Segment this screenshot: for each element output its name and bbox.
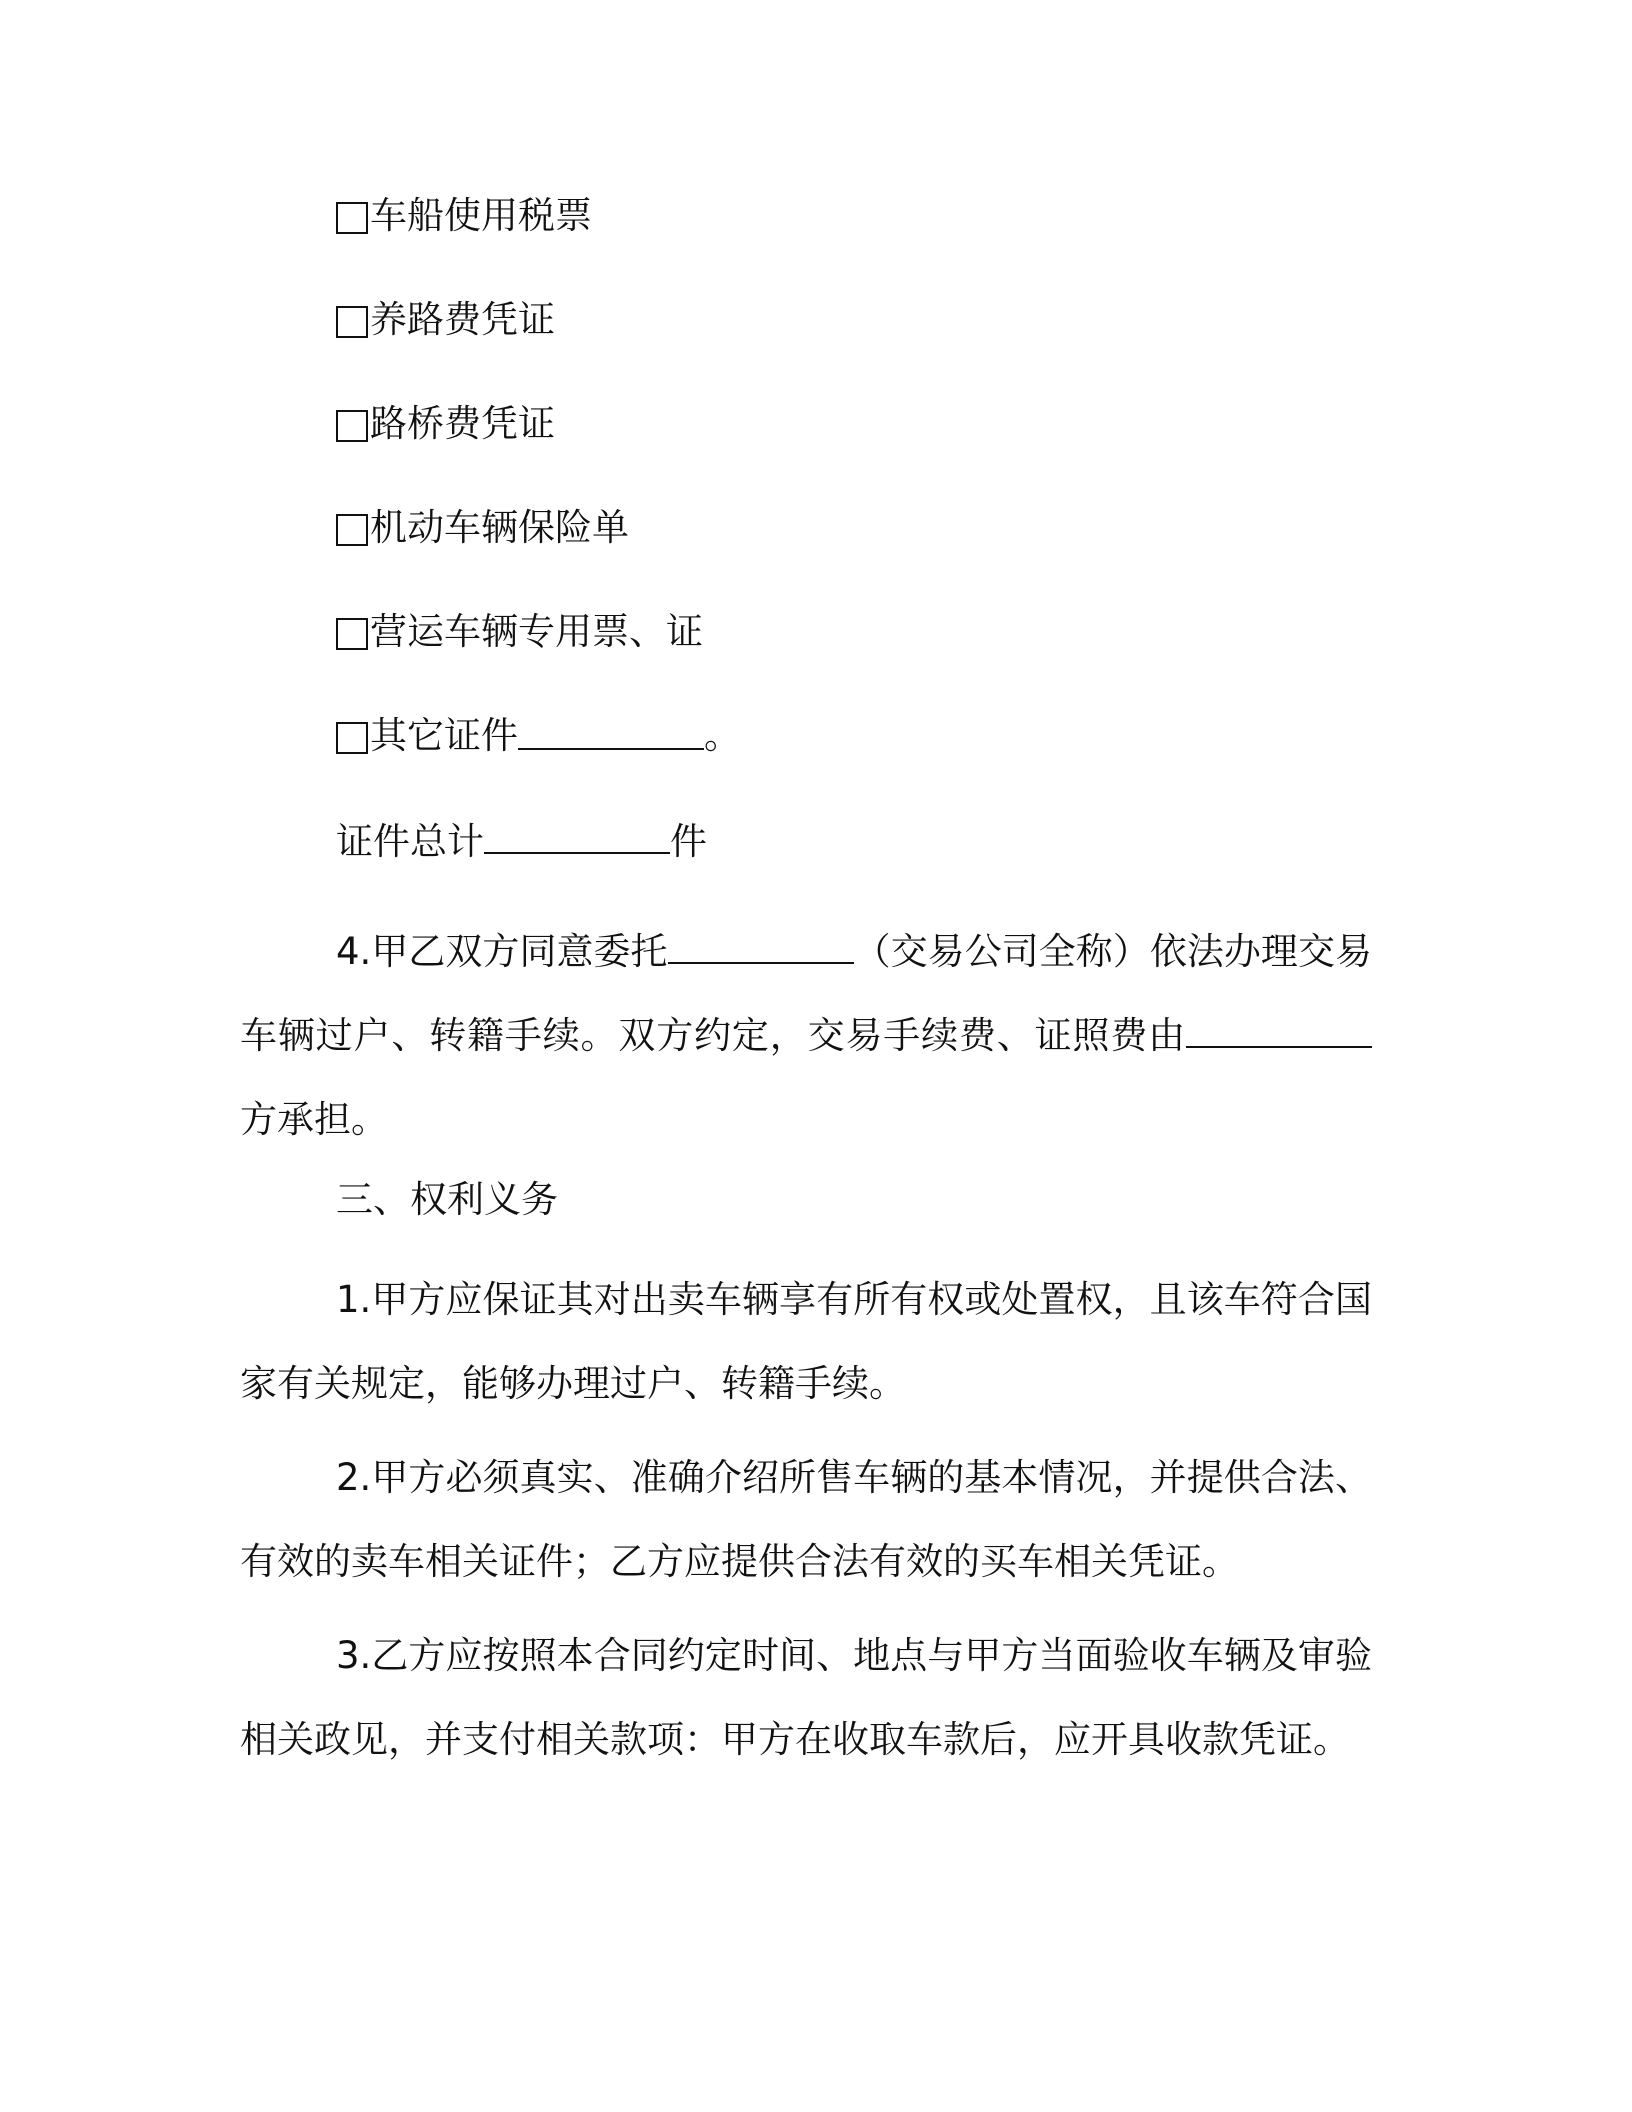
checklist-label: 其它证件	[370, 714, 518, 757]
clause-4-paragraph	[240, 910, 1372, 1162]
section-heading: 三、权利义务	[336, 1178, 558, 1221]
total-prefix: 证件总计	[336, 820, 484, 863]
fill-in-blank[interactable]	[1186, 1006, 1372, 1048]
checkbox[interactable]	[336, 202, 368, 234]
checklist-label: 路桥费凭证	[370, 402, 555, 445]
document-checklist	[336, 188, 741, 812]
checklist-label: 养路费凭证	[370, 298, 555, 341]
checklist-label: 机动车辆保险单	[370, 506, 629, 549]
fill-in-blank[interactable]	[668, 922, 854, 964]
checklist-item-operating-vehicle	[336, 604, 741, 708]
checklist-item-insurance	[336, 500, 741, 604]
clause-4-text-2: （交易公司全称）依法办理交易车辆过户、转籍手续。双方约定，交易手续费、证照费由	[240, 930, 1372, 1057]
checkbox[interactable]	[336, 306, 368, 338]
clause-4-text-3: 方承担。	[240, 1098, 388, 1141]
fill-in-blank[interactable]	[518, 708, 704, 750]
checklist-item-other	[336, 708, 741, 812]
total-suffix: 件	[670, 820, 707, 863]
checklist-suffix: 。	[704, 714, 741, 757]
document-total-line	[336, 812, 707, 870]
obligation-paragraph: 3.乙方应按照本合同约定时间、地点与甲方当面验收车辆及审验相关政见，并支付相关款项：甲方在收取车款后，应开具收款凭证。	[240, 1634, 1372, 1761]
obligation-paragraph: 1.甲方应保证其对出卖车辆享有所有权或处置权，且该车符合国家有关规定，能够办理过户、转籍手续。	[240, 1278, 1372, 1405]
checkbox[interactable]	[336, 618, 368, 650]
checklist-label: 营运车辆专用票、证	[370, 610, 703, 653]
checkbox[interactable]	[336, 410, 368, 442]
fill-in-blank[interactable]	[484, 812, 670, 854]
checklist-item-road-maintenance	[336, 292, 741, 396]
checklist-item-vehicle-tax	[336, 188, 741, 292]
checklist-label: 车船使用税票	[370, 194, 592, 237]
clause-4-text-1: 4.甲乙双方同意委托	[336, 930, 668, 973]
checkbox[interactable]	[336, 514, 368, 546]
obligation-paragraph: 2.甲方必须真实、准确介绍所售车辆的基本情况，并提供合法、有效的卖车相关证件；乙方应提供合法有效的买车相关凭证。	[240, 1456, 1372, 1583]
checklist-item-toll	[336, 396, 741, 500]
checkbox[interactable]	[336, 722, 368, 754]
